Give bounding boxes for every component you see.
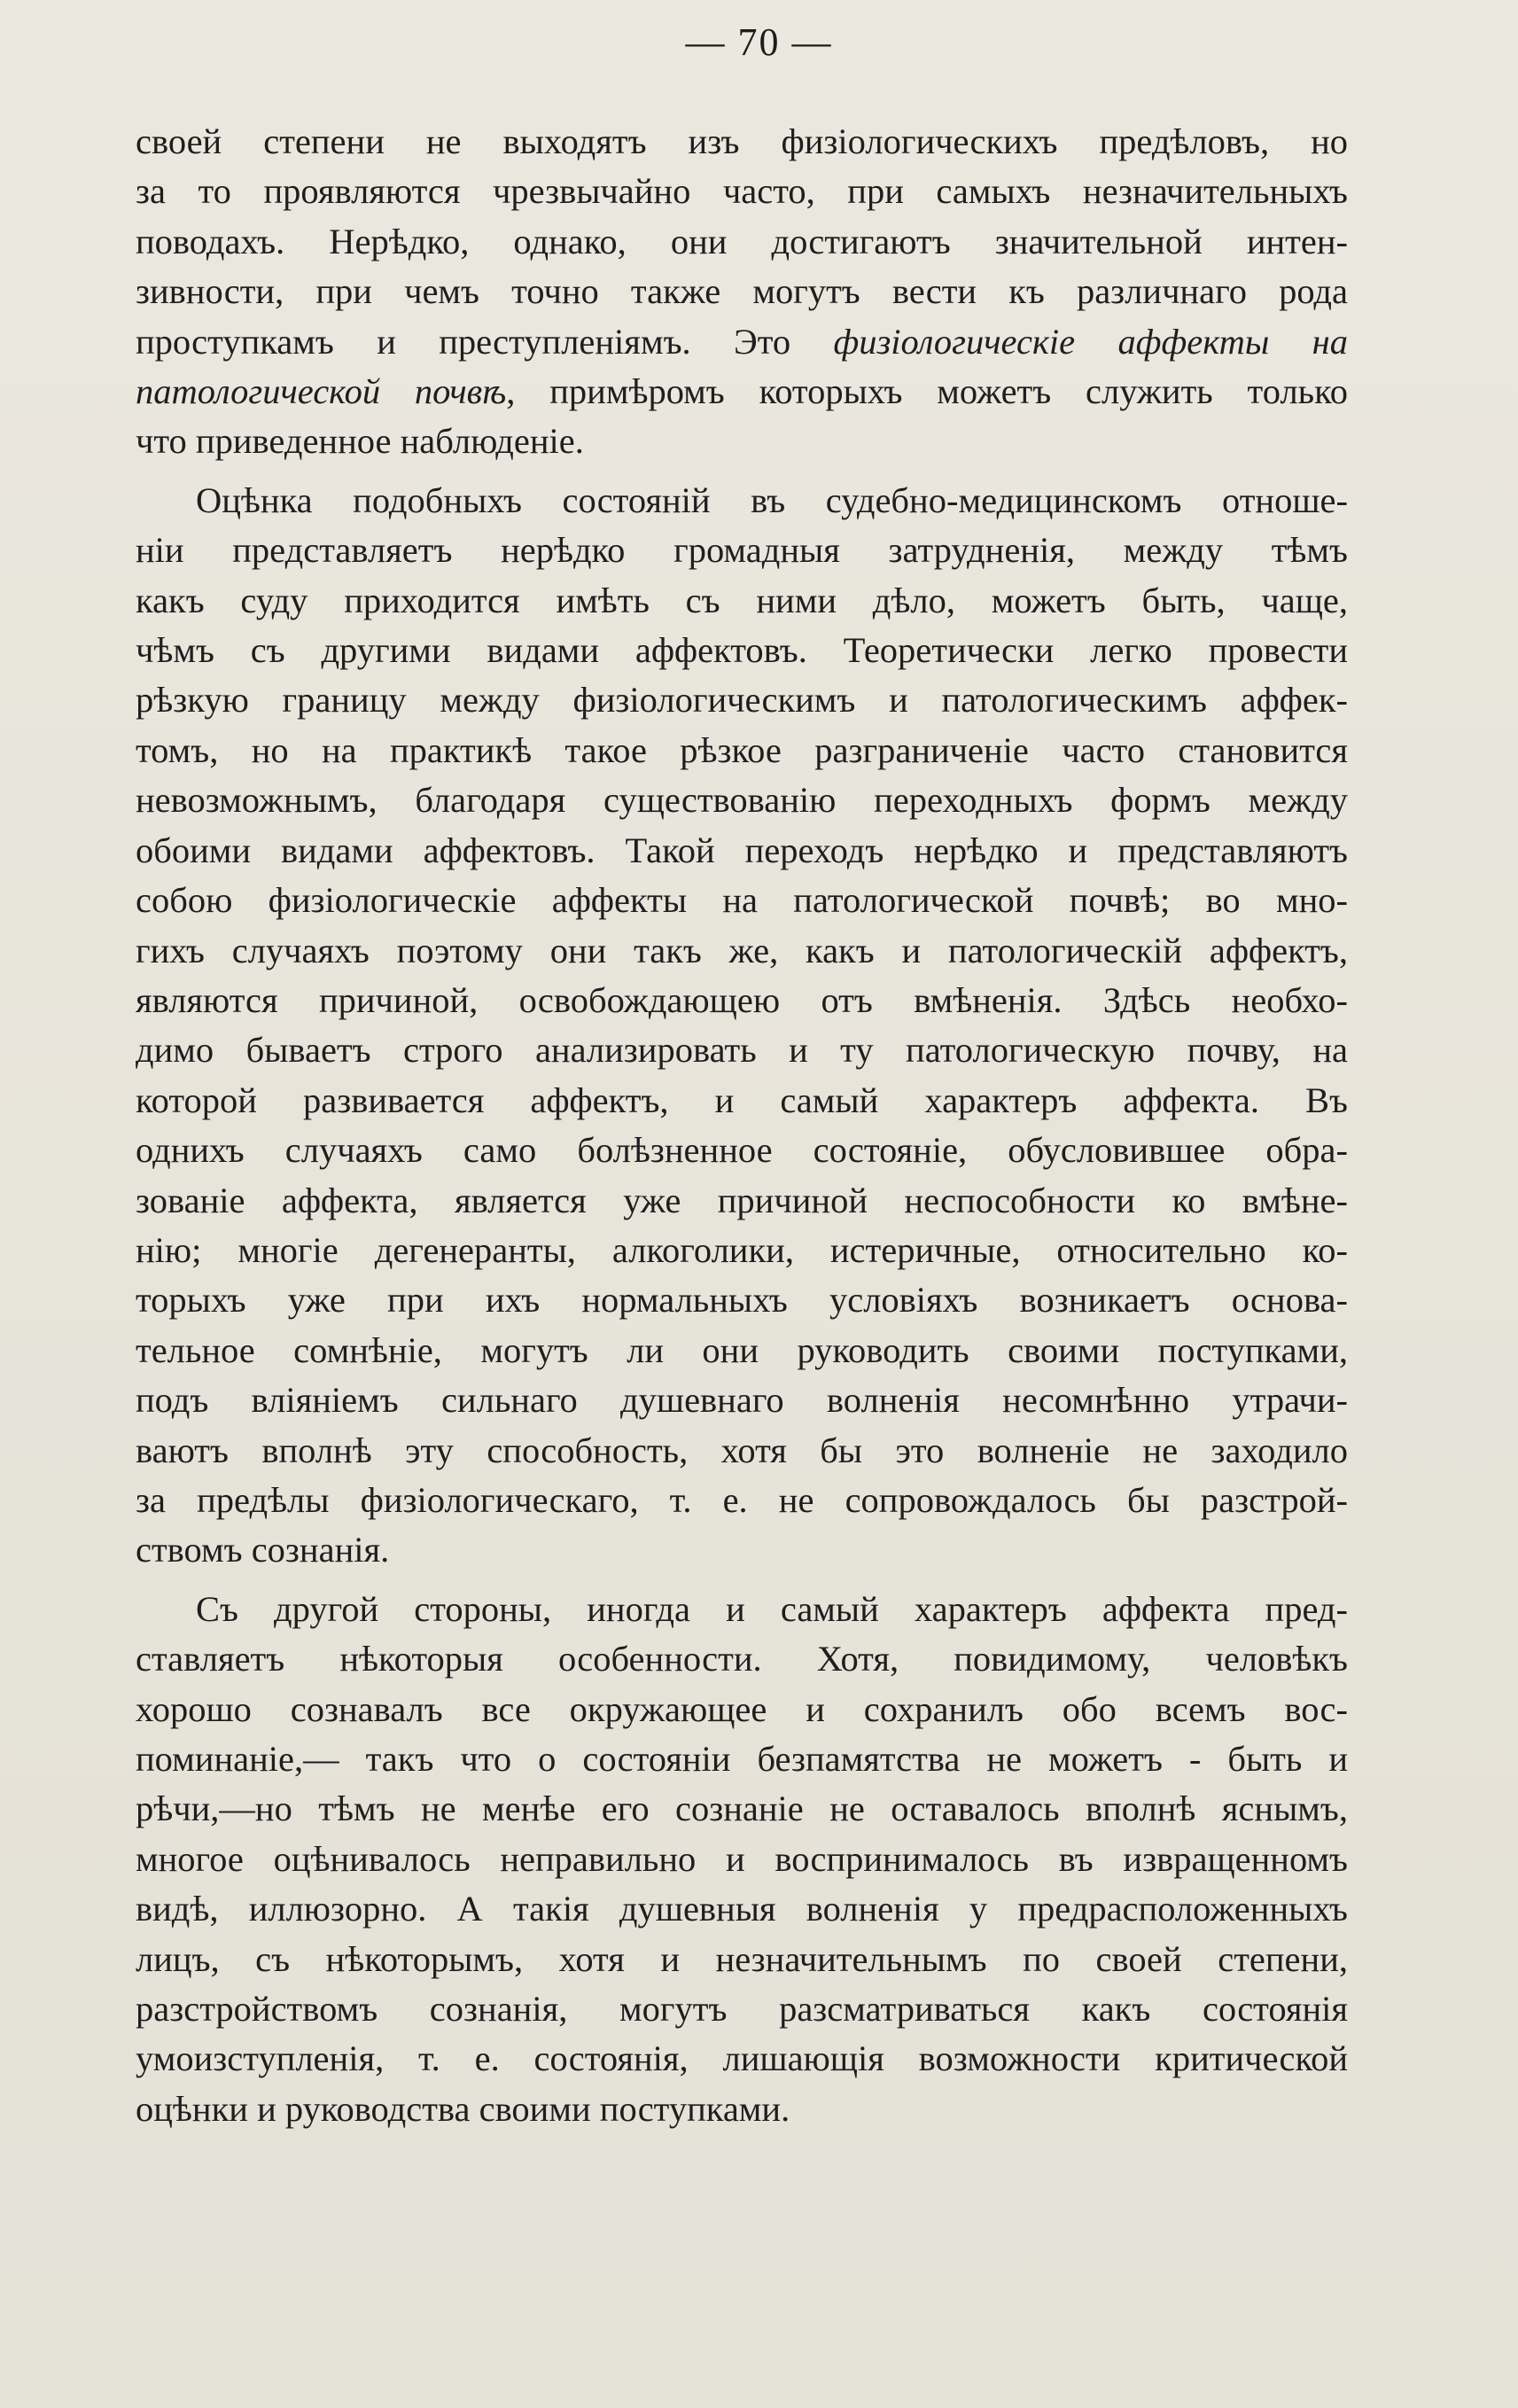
text-line: своей степени не выходятъ изъ физіологическихъ предѣловъ, но: [136, 121, 1348, 161]
text-line: Съ другой стороны, иногда и самый характеръ аффекта пред-: [196, 1588, 1348, 1629]
text-line: что приведенное наблюденіе.: [136, 421, 584, 462]
text-line: чѣмъ съ другими видами аффектовъ. Теоретически легко провести: [136, 630, 1348, 671]
text-line: которой развивается аффектъ, и самый характеръ аффекта. Въ: [136, 1079, 1348, 1120]
text-line: невозможнымъ, благодаря существованію переходныхъ формъ между: [136, 780, 1348, 821]
text-line: ваютъ вполнѣ эту способность, хотя бы это волненіе не заходило: [136, 1430, 1348, 1470]
text-line: гихъ случаяхъ поэтому они такъ же, какъ и патологическій аффектъ,: [136, 930, 1348, 970]
text-line: томъ, но на практикѣ такое рѣзкое разграниченіе часто становится: [136, 729, 1348, 770]
text-line: зованіе аффекта, является уже причиной неспособности ко вмѣне-: [136, 1180, 1348, 1220]
text-line: ніи представляетъ нерѣдко громадныя затрудненія, между тѣмъ: [136, 530, 1348, 571]
italic-term: физіологическіе аффекты на: [833, 321, 1349, 362]
text-line: поводахъ. Нерѣдко, однако, они достигаютъ значительной интен-: [136, 221, 1348, 261]
text-line: зивности, при чемъ точно также могутъ вести къ различнаго рода: [136, 271, 1348, 312]
paragraph: [136, 1585, 1348, 2134]
text-line: торыхъ уже при ихъ нормальныхъ условіяхъ возникаетъ основа-: [136, 1280, 1348, 1321]
text-line: проступкамъ и преступленіямъ. Это физіологическіе аффекты на: [136, 321, 1349, 362]
text-line: ствомъ сознанія.: [136, 1530, 390, 1570]
text-line: разстройствомъ сознанія, могутъ разсматриваться какъ состоянія: [136, 1989, 1348, 2030]
text-line: патологической почвѣ, примѣромъ которыхъ можетъ служить только: [136, 371, 1348, 412]
text-line: поминаніе,— такъ что о состояніи безпамятства не можетъ - быть и: [136, 1739, 1348, 1779]
text-line: многое оцѣнивалось неправильно и воспринималось въ извращенномъ: [136, 1838, 1348, 1879]
text-line: являются причиной, освобождающею отъ вмѣненія. Здѣсь необхо-: [136, 979, 1348, 1020]
page-number: — 70 —: [685, 20, 833, 64]
text-line: тельное сомнѣніе, могутъ ли они руководить своими поступками,: [136, 1329, 1348, 1370]
text-line: однихъ случаяхъ само болѣзненное состояніе, обусловившее обра-: [136, 1130, 1348, 1171]
body-text: [136, 117, 1348, 2134]
text-line: лицъ, съ нѣкоторымъ, хотя и незначительнымъ по своей степени,: [136, 1938, 1348, 1979]
text-line: Оцѣнка подобныхъ состояній въ судебно-медицинскомъ отноше-: [196, 479, 1348, 520]
text-line: обоими видами аффектовъ. Такой переходъ нерѣдко и представляютъ: [136, 830, 1348, 870]
text-line: ставляетъ нѣкоторыя особенности. Хотя, повидимому, человѣкъ: [136, 1639, 1348, 1679]
text-line: оцѣнки и руководства своими поступками.: [136, 2088, 790, 2129]
text-line: подъ вліяніемъ сильнаго душевнаго волненія несомнѣнно утрачи-: [136, 1380, 1348, 1421]
text-line: рѣчи,—но тѣмъ не менѣе его сознаніе не оставалось вполнѣ яснымъ,: [136, 1788, 1348, 1829]
text-line: рѣзкую границу между физіологическимъ и патологическимъ аффек-: [136, 680, 1348, 721]
text-line: димо бываетъ строго анализировать и ту патологическую почву, на: [136, 1030, 1348, 1071]
italic-term: патологической почвѣ: [136, 371, 507, 412]
text-line: собою физіологическіе аффекты на патологической почвѣ; во мно-: [136, 880, 1348, 921]
text-line: умоизступленія, т. е. состоянія, лишающія возможности критической: [136, 2038, 1348, 2079]
text-line: видѣ, иллюзорно. А такія душевныя волненія у предрасположенныхъ: [136, 1889, 1348, 1929]
text-line: за то проявляются чрезвычайно часто, при самыхъ незначительныхъ: [136, 171, 1348, 212]
paragraph: [136, 117, 1348, 467]
text-line: какъ суду приходится имѣть съ ними дѣло, можетъ быть, чаще,: [136, 580, 1348, 620]
paragraph: [136, 476, 1348, 1576]
text-line: за предѣлы физіологическаго, т. е. не сопровождалось бы разстрой-: [136, 1479, 1348, 1520]
text-line: хорошо сознавалъ все окружающее и сохранилъ обо всемъ вос-: [136, 1688, 1348, 1729]
text-line: нію; многіе дегенеранты, алкоголики, истеричные, относительно ко-: [136, 1229, 1348, 1270]
